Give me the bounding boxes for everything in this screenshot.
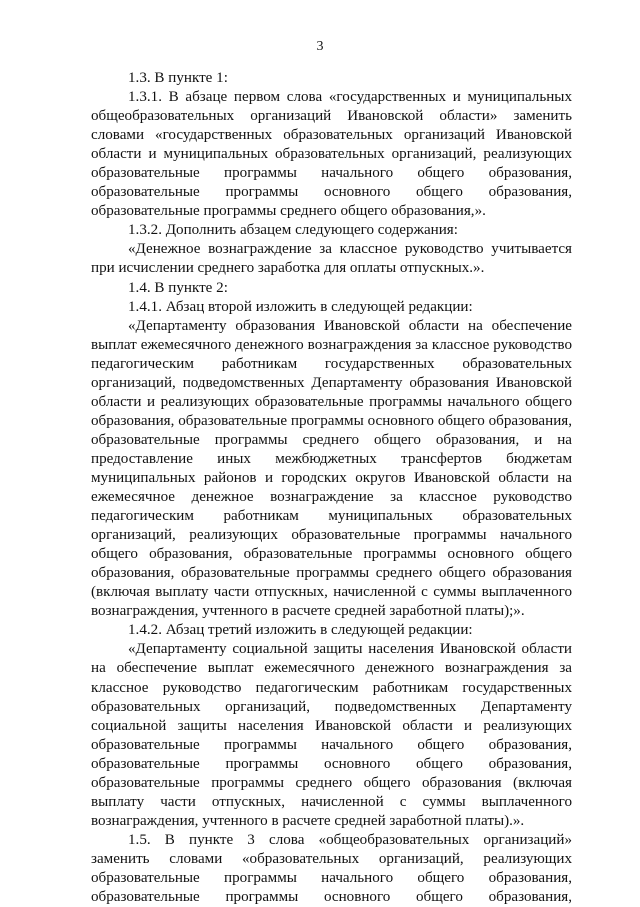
text-line: «Департаменту образования Ивановской области на обеспечение <box>128 317 572 334</box>
page-number: 3 <box>316 39 324 54</box>
document-body <box>91 69 572 907</box>
text-line: заменить словами «образовательных организаций, реализующих <box>91 850 572 867</box>
text-line: образовательные программы основного общего образования, <box>91 889 572 906</box>
text-line: образовательные программы основного общего образования, <box>91 184 572 201</box>
text-line: «Департаменту социальной защиты населения Ивановской области <box>128 641 572 658</box>
text-line: образовательные программы начального общего образования, <box>91 165 572 182</box>
text-line: предоставление иных межбюджетных трансфертов бюджетам <box>91 450 572 467</box>
text-line: области и реализующих образовательные программы начального общего <box>91 393 572 410</box>
text-line: 1.4. В пункте 2: <box>128 279 228 296</box>
text-line: вознаграждения, учтенного в расчете средней заработной платы);». <box>91 603 525 620</box>
text-line: выплат ежемесячного денежного вознаграждения за классное руководство <box>91 336 572 353</box>
text-line: организаций, реализующих образовательные программы начального <box>91 527 572 544</box>
text-line: образовательные программы начального общего образования, <box>91 736 572 753</box>
text-line: образовательные программы среднего общего образования (включая <box>91 774 572 791</box>
text-line: ежемесячное денежное вознаграждение за классное руководство <box>91 489 572 506</box>
text-line: вознаграждения, учтенного в расчете средней заработной платы).». <box>91 812 525 829</box>
text-line: 1.3.1. В абзаце первом слова «государственных и муниципальных <box>128 89 572 106</box>
text-line: 1.5. В пункте 3 слова «общеобразовательных организаций» <box>128 831 572 848</box>
text-line: «Денежное вознаграждение за классное руководство учитывается <box>128 241 572 258</box>
text-line: 1.4.1. Абзац второй изложить в следующей редакции: <box>128 298 473 315</box>
text-line: педагогическим работникам муниципальных образовательных <box>91 508 572 525</box>
text-line: образования, образовательные программы основного общего образования, <box>91 412 572 429</box>
text-line: 1.3.2. Дополнить абзацем следующего содержания: <box>128 222 458 239</box>
text-line: общего образования, образовательные программы основного общего <box>91 546 572 563</box>
text-line: 1.4.2. Абзац третий изложить в следующей редакции: <box>128 622 473 639</box>
text-line: муниципальных районов и городских округов Ивановской области на <box>91 469 572 486</box>
text-line: педагогическим работникам государственных образовательных <box>91 355 572 372</box>
text-line: общеобразовательных организаций Ивановской области» заменить <box>91 108 572 125</box>
text-line: при исчислении среднего заработка для оплаты отпускных.». <box>91 260 485 277</box>
text-line: образовательные программы среднего общего образования,». <box>91 203 486 220</box>
text-line: образовательные программы среднего общего образования, и на <box>91 431 572 448</box>
text-line: образования, образовательные программы среднего общего образования <box>91 565 572 582</box>
text-line: образовательные программы начального общего образования, <box>91 869 572 886</box>
text-line: организаций, подведомственных Департаменту образования Ивановской <box>91 374 572 391</box>
text-line: образовательные программы основного общего образования, <box>91 755 572 772</box>
text-line: словами «государственных образовательных организаций Ивановской <box>91 127 572 144</box>
text-line: 1.3. В пункте 1: <box>128 70 228 86</box>
text-line: классное руководство педагогическим работникам государственных <box>91 679 572 696</box>
text-line: образовательных организаций, подведомственных Департаменту <box>91 698 572 715</box>
text-line: на обеспечение выплат ежемесячного денежного вознаграждения за <box>91 660 572 677</box>
text-line: социальной защиты населения Ивановской области и реализующих <box>91 717 572 734</box>
text-line: области и муниципальных образовательных организаций, реализующих <box>91 146 572 163</box>
text-line: (включая выплату части отпускных, начисленной с суммы выплаченного <box>91 584 572 601</box>
text-line: выплату части отпускных, начисленной с суммы выплаченного <box>91 793 572 810</box>
